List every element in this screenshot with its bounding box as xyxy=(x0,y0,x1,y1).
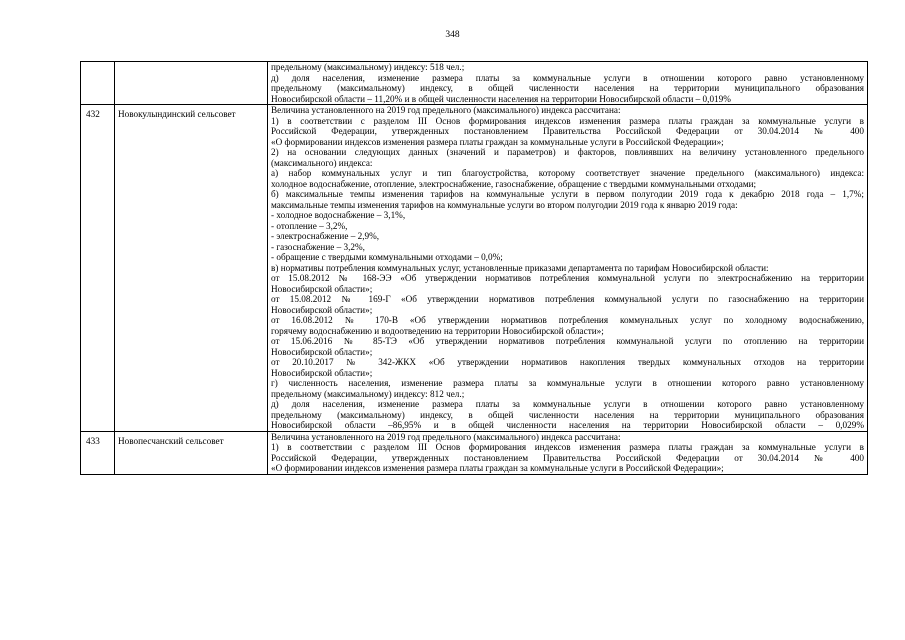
description-line: д) доля населения, изменение размера платы за коммунальные услуги в отношении которого равно установленному xyxy=(271,72,864,83)
municipality-name xyxy=(115,62,267,66)
description-line: Величина установленного на 2019 год предельного (максимального) индекса рассчитана: xyxy=(271,105,621,115)
row-number-cell xyxy=(81,431,115,474)
description-line: от 15.08.2012 № 168-ЭЭ «Об утверждении нормативов потребления коммунальной услуги по электроснабжению на территории xyxy=(271,273,864,283)
description-line: от 15.06.2016 № 85-ТЭ «Об утверждении нормативов потребления коммунальной услуги по отоплению на территории xyxy=(271,336,864,346)
description-line: 1) в соответствии с разделом III Основ формирования индексов изменения размера платы граждан за коммунальные услуги в xyxy=(271,115,864,126)
description-line: от 16.08.2012 № 170-В «Об утверждении нормативов потребления коммунальных услуг по холодному водоснабжению, xyxy=(271,315,864,325)
municipality-name: Новопесчанский сельсовет xyxy=(118,435,224,446)
tariff-index-table xyxy=(80,61,868,475)
description-line: 1) в соответствии с разделом III Основ формирования индексов изменения размера платы граждан за коммунальные услуги в xyxy=(271,442,864,452)
row-number: 432 xyxy=(86,109,100,119)
description-line: от 20.10.2017 № 342-ЖКХ «Об утверждении нормативов накопления твердых коммунальных отходов на территории xyxy=(271,357,864,367)
description-line: в) нормативы потребления коммунальных услуг, установленные приказами департамента по тарифам Новосибирской области: xyxy=(271,262,769,273)
description-line: Новосибирской области»; xyxy=(271,304,373,315)
description-line: Новосибирской области»; xyxy=(271,346,373,357)
description-line: «О формировании индексов изменения размера платы граждан за коммунальные услуги в Российской Федерации»; xyxy=(271,136,724,147)
row-number: 433 xyxy=(86,435,100,446)
description-line: - холодное водоснабжение – 3,1%, xyxy=(271,210,406,220)
description-line: Российской Федерации, утвержденных постановлением Правительства Российской Федерации от 30.04.2014 № 400 xyxy=(271,126,864,136)
description-line: - газоснабжение – 3,2%, xyxy=(271,241,365,252)
description-line: предельному (максимальному) индексу: 518 чел.; xyxy=(271,62,465,72)
description-line: максимальные темпы изменения тарифов на коммунальные услуги во втором полугодии 2019 года к январю 2019 года: xyxy=(271,199,738,210)
description-line: - отопление – 3,2%, xyxy=(271,220,348,231)
description-line: - электроснабжение – 2,9%, xyxy=(271,231,380,241)
description-line: б) максимальные темпы изменения тарифов на коммунальные услуги в первом полугодии 2019 года к декабрю 2018 года – 1,7%; xyxy=(271,189,864,199)
row-number xyxy=(81,62,114,66)
description-line: Новосибирской области – 11,20% и в общей численности населения на территории Новосибирской области – 0,019% xyxy=(271,93,731,104)
row-number-cell xyxy=(81,62,115,105)
description-line: горячему водоснабжению и водоотведению на территории Новосибирской области»; xyxy=(271,325,604,336)
description-line: предельному (максимальному) индексу, в общей численности населения на территории муниципального образования xyxy=(271,409,864,420)
index-description-cell xyxy=(268,431,868,474)
description-line: Новосибирской области»; xyxy=(271,367,373,378)
description-line: «О формировании индексов изменения размера платы граждан за коммунальные услуги в Российской Федерации»; xyxy=(271,463,724,473)
page-number: 348 xyxy=(445,30,460,40)
description-line: д) доля населения, изменение размера платы за коммунальные услуги в отношении которого равно установленному xyxy=(271,399,864,409)
description-line: предельному (максимальному) индексу, в общей численности населения на территории муниципального образования xyxy=(271,83,864,93)
table-row xyxy=(81,431,868,474)
municipality-cell xyxy=(115,431,268,474)
description-line: холодное водоснабжение, отопление, электроснабжение, газоснабжение, обращение с твердыми коммунальными отходами; xyxy=(271,178,757,189)
description-line: (максимального) индекса: xyxy=(271,157,373,168)
table-body xyxy=(81,62,868,475)
description-line: Российской Федерации, утвержденных постановлением Правительства Российской Федерации от 30.04.2014 № 400 xyxy=(271,452,864,463)
description-line: - обращение с твердыми коммунальными отходами – 0,0%; xyxy=(271,252,503,262)
index-description-cell xyxy=(268,62,868,105)
municipality-cell xyxy=(115,62,268,105)
municipality-cell xyxy=(115,105,268,432)
row-number-cell xyxy=(81,105,115,432)
description-line: а) набор коммунальных услуг и тип благоустройства, которому соответствует значение предельного (максимального) индекса: xyxy=(271,168,864,178)
description-line: г) численность населения, изменение размера платы за коммунальные услуги в отношении которого равно установленному xyxy=(271,378,864,388)
description-line: Величина установленного на 2019 год предельного (максимального) индекса рассчитана: xyxy=(271,431,621,442)
description-line: предельному (максимальному) индексу: 812 чел.; xyxy=(271,388,465,399)
table-row xyxy=(81,62,868,105)
table-row xyxy=(81,105,868,432)
description-line: от 15.08.2012 № 169-Г «Об утверждении нормативов потребления коммунальной услуги по газоснабжению на территории xyxy=(271,294,864,304)
description-line: Новосибирской области»; xyxy=(271,283,373,294)
description-line: Новосибирской области –86,95% и в общей численности населения на территории Новосибирской области – 0,029% xyxy=(271,420,864,430)
description-line: 2) на основании следующих данных (значений и параметров) и факторов, повлиявших на величину установленного предельного xyxy=(271,147,864,157)
index-description-cell xyxy=(268,105,868,432)
municipality-name: Новокулындинский сельсовет xyxy=(118,109,236,119)
